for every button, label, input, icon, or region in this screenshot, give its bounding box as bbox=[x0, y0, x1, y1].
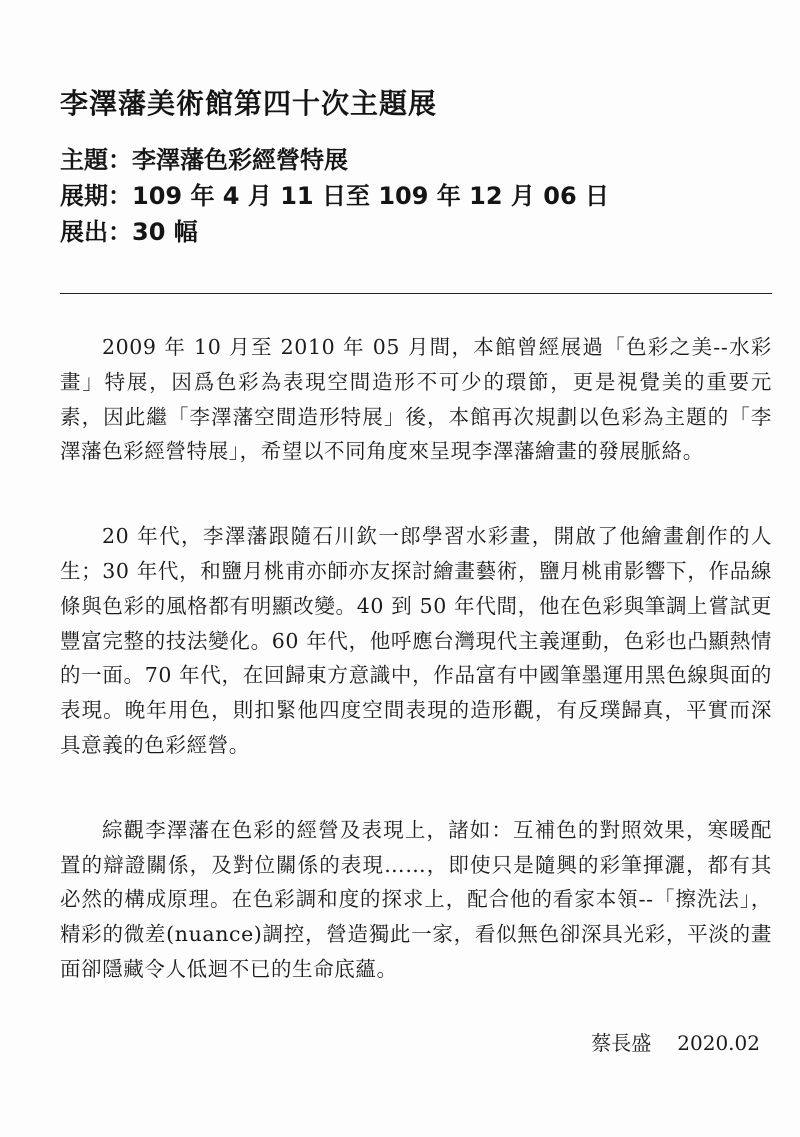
signature-date: 2020.02 bbox=[677, 1031, 760, 1055]
count-label: 展出 bbox=[60, 218, 108, 246]
period-line bbox=[60, 178, 740, 214]
count-separator: ： bbox=[108, 218, 132, 246]
period-label: 展期 bbox=[60, 182, 108, 210]
body-text bbox=[60, 330, 772, 1037]
author-name: 蔡長盛 bbox=[591, 1031, 652, 1055]
period-value: 109 年 4 月 11 日至 109 年 12 月 06 日 bbox=[132, 182, 609, 210]
theme-line bbox=[60, 142, 740, 178]
paragraph-3: 綜觀李澤藩在色彩的經營及表現上，諸如：互補色的對照效果，寒暖配置的辯證關係，及對位關係的表現……，即使只是隨興的彩筆揮灑，都有其必然的構成原理。在色彩調和度的探求上，配合他的看家本領--「擦洗法」，精彩的微差(nuance)調控，營造獨此一家，看似無色卻深具光彩，平淡的畫面卻隱藏令人低迴不已的生命底蘊。 bbox=[60, 817, 772, 981]
exhibition-header bbox=[60, 86, 740, 250]
exhibition-title: 李澤藩美術館第四十次主題展 bbox=[60, 87, 438, 120]
paragraph-1: 2009 年 10 月至 2010 年 05 月間，本館曾經展過「色彩之美--水彩畫」特展，因爲色彩為表現空間造形不可少的環節，更是視覺美的重要元素，因此繼「李澤藩空間造形特展」後，本館再次規劃以色彩為主題的「李澤藩色彩經營特展」，希望以不同角度來呈現李澤藩繪畫的發展脈絡。 bbox=[60, 335, 772, 464]
theme-label: 主題 bbox=[60, 146, 108, 174]
period-separator: ： bbox=[108, 182, 132, 210]
theme-value: 李澤藩色彩經營特展 bbox=[132, 146, 348, 174]
signature bbox=[591, 1028, 760, 1058]
count-value: 30 幅 bbox=[132, 218, 198, 246]
header-divider bbox=[60, 293, 772, 294]
theme-separator: ： bbox=[108, 146, 132, 174]
paragraph-2: 20 年代，李澤藩跟隨石川欽一郎學習水彩畫，開啟了他繪畫創作的人生；30 年代，和鹽月桃甫亦師亦友探討繪畫藝術，鹽月桃甫影響下，作品線條與色彩的風格都有明顯改變。40 到 50 年代間，他在色彩與筆調上嘗試更豐富完整的技法變化。60 年代，他呼應台灣現代主義運動，色彩也凸顯熱情的一面。70 年代，在回歸東方意識中，作品富有中國筆墨運用黑色線與面的表現。晚年用色，則扣緊他四度空間表現的造形觀，有反璞歸真，平實而深具意義的色彩經營。 bbox=[60, 524, 772, 757]
count-line bbox=[60, 214, 740, 250]
